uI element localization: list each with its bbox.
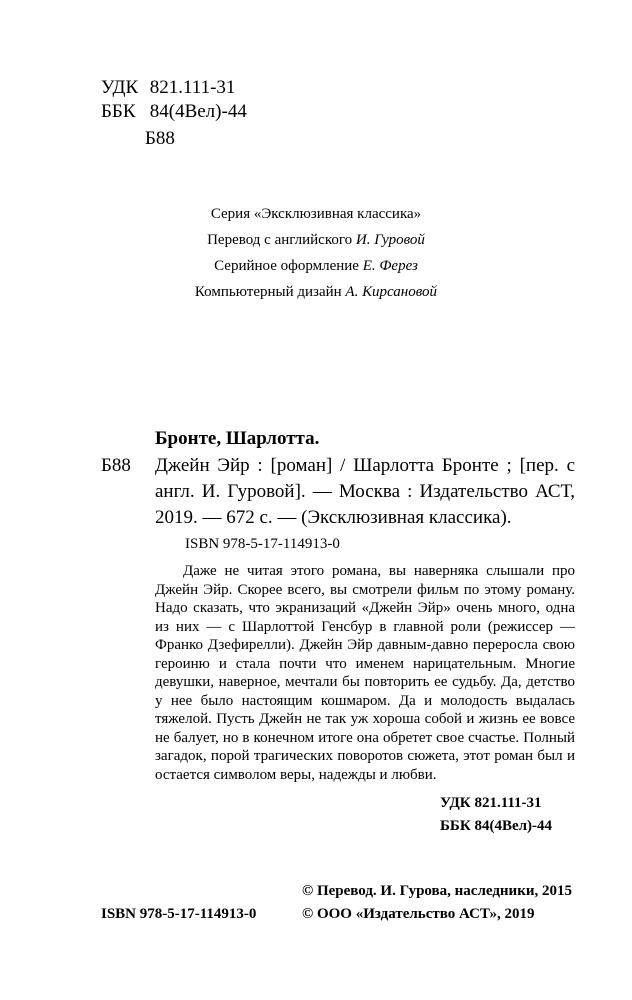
design-credit: [0, 256, 632, 277]
bibliographic-sign: Б88: [101, 455, 131, 476]
design-prefix: Серийное оформление: [214, 258, 359, 274]
author-sign-top: Б88: [145, 128, 175, 149]
bbk-label: ББК: [101, 101, 136, 122]
computer-design-credit: [0, 282, 632, 303]
bbk-value: 84(4Вел)-44: [149, 101, 247, 122]
bibliographic-author: Бронте, Шарлотта.: [155, 428, 320, 449]
translation-prefix: Перевод с английского: [207, 232, 353, 248]
bibliographic-description: Джейн Эйр : [роман] / Шарлотта Бронте ; [пер. с англ. И. Гуровой]. — Москва : Издательство АСТ, 2019. — 672 с. — (Эксклюзивная классика).: [155, 455, 575, 528]
udk-label: УДК: [101, 77, 139, 98]
designer-name: Е. Ферез: [362, 258, 418, 274]
bbk-code-top: [101, 102, 247, 122]
udk-code-bottom: УДК 821.111-31: [440, 795, 542, 811]
udk-code-top: [101, 78, 235, 98]
series-credit: Серия «Эксклюзивная классика»: [210, 206, 422, 222]
copyright-publisher: © ООО «Издательство АСТ», 2019: [302, 906, 535, 922]
bbk-code-bottom: ББК 84(4Вел)-44: [440, 818, 553, 834]
computer-designer-name: А. Кирсановой: [345, 284, 438, 300]
annotation-paragraph: Даже не читая этого романа, вы наверняка слышали про Джейн Эйр. Скорее всего, вы смотрели фильм по этому роману. Надо сказать, что экранизаций «Джейн Эйр» очень много, одна из них — с Шарлоттой Генсбур в главной роли (режиссер — Франко Дзефирелли). Джейн Эйр давным-давно переросла свою героиню и стала почти что именем нарицательным. Многие девушки, наверное, мечтали бы повторить ее судьбу. Да, детство у нее было настоящим кошмаром. Да и молодость выдалась тяжелой. Пусть Джейн не так уж хороша собой и жизнь ее вовсе не балует, но в конечном итоге она обретет свое счастье. Полный загадок, порой трагических поворотов сюжета, этот роман был и остается символом веры, надежды и любви.: [155, 563, 575, 783]
udk-value: 821.111-31: [149, 77, 236, 98]
copyright-translation: © Перевод. И. Гурова, наследники, 2015: [302, 883, 572, 899]
computer-design-prefix: Компьютерный дизайн: [194, 284, 342, 300]
isbn-bottom: ISBN 978-5-17-114913-0: [101, 906, 257, 922]
translation-credit: [0, 230, 632, 251]
translator-name: И. Гуровой: [355, 232, 425, 248]
bibliographic-isbn: ISBN 978-5-17-114913-0: [185, 536, 340, 552]
